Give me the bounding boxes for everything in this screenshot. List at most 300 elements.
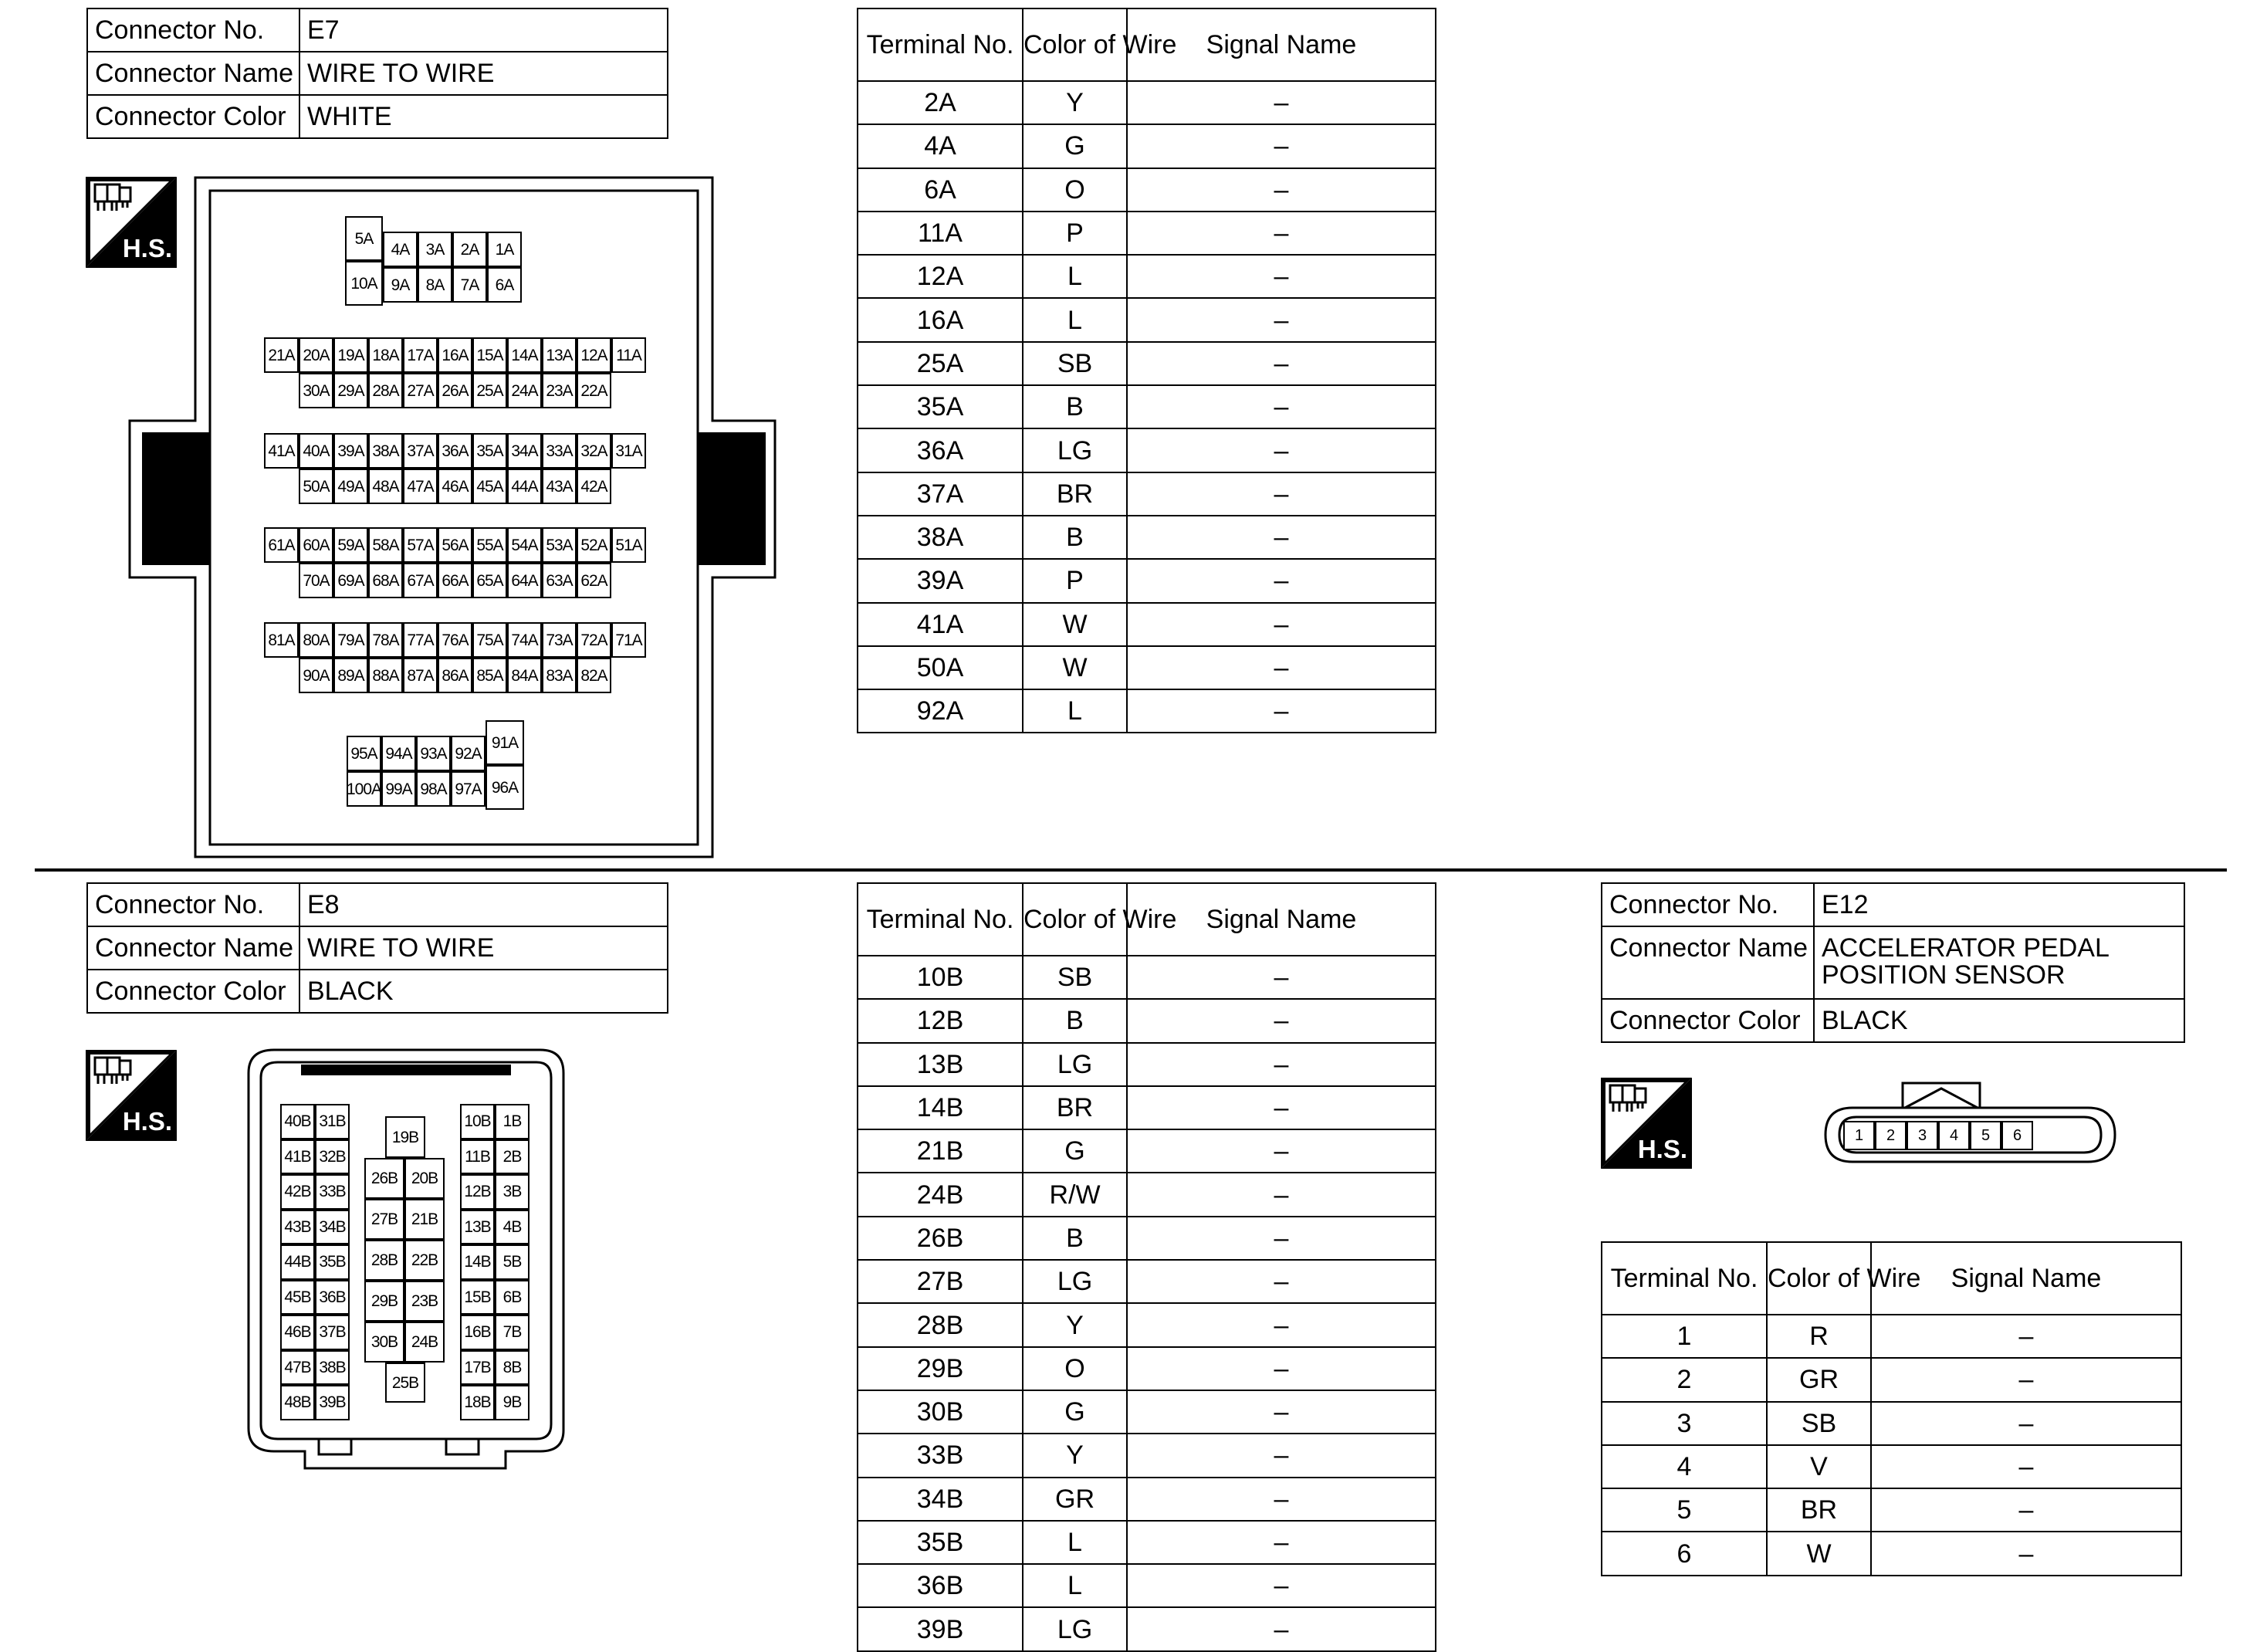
pin-cell: 35B — [315, 1244, 350, 1280]
signal-name-cell: – — [1127, 124, 1436, 168]
signal-name-header: Signal Name — [1127, 883, 1436, 956]
harness-side-label: H.S. — [122, 234, 172, 262]
terminal-no-cell: 14B — [858, 1086, 1023, 1129]
pin-cell: 31A — [611, 433, 646, 469]
pin-cell: 39B — [315, 1385, 350, 1420]
terminal-no-cell: 4A — [858, 124, 1023, 168]
wire-color-cell: Y — [1023, 81, 1127, 124]
pin-cell: 46A — [438, 469, 472, 504]
pin-cell: 19B — [385, 1116, 425, 1158]
pin-cell: 76A — [438, 622, 472, 658]
signal-name-cell: – — [1127, 1303, 1436, 1346]
pin-cell: 32B — [315, 1139, 350, 1175]
wire-color-header: Color of Wire — [1023, 8, 1127, 81]
terminal-row — [858, 81, 1436, 124]
wire-color-cell: LG — [1023, 1607, 1127, 1650]
harness-side-icon — [86, 177, 177, 268]
terminal-row — [858, 1303, 1436, 1346]
pin-cell: 15A — [472, 337, 507, 373]
pin-cell: 58A — [368, 527, 403, 563]
pin-cell: 91A — [486, 720, 524, 765]
harness-side-icon — [1601, 1078, 1692, 1169]
pin-cell: 5B — [495, 1244, 530, 1280]
pin-cell: 7B — [495, 1315, 530, 1350]
signal-name-cell: – — [1127, 956, 1436, 999]
wire-color-cell: P — [1023, 559, 1127, 602]
pin-cell: 82A — [577, 658, 611, 693]
pin-cell: 28A — [368, 373, 403, 408]
terminal-row — [858, 168, 1436, 212]
pin-cell: 24B — [404, 1322, 445, 1363]
pin-cell: 21B — [404, 1199, 445, 1240]
pin-cell: 26A — [438, 373, 472, 408]
signal-name-cell: – — [1127, 428, 1436, 472]
pin-cell: 56A — [438, 527, 472, 563]
terminal-no-cell: 6 — [1602, 1532, 1767, 1575]
pin-cell: 31B — [315, 1104, 350, 1139]
pin-cell: 55A — [472, 527, 507, 563]
terminal-no-cell: 1 — [1602, 1315, 1767, 1358]
pin-cell: 17A — [403, 337, 438, 373]
pin-cell: 24A — [507, 373, 542, 408]
pin-cell: 38A — [368, 433, 403, 469]
terminal-row — [858, 1521, 1436, 1564]
wire-color-cell: O — [1023, 168, 1127, 212]
wire-color-cell: L — [1023, 298, 1127, 341]
pin-cell: 51A — [611, 527, 646, 563]
wire-color-cell: BR — [1767, 1488, 1871, 1532]
terminal-no-cell: 16A — [858, 298, 1023, 341]
terminal-no-header: Terminal No. — [858, 8, 1023, 81]
signal-name-cell: – — [1127, 516, 1436, 559]
pin-cell: 44B — [280, 1244, 315, 1280]
wire-color-cell: B — [1023, 385, 1127, 428]
pin-cell: 93A — [416, 736, 451, 771]
terminal-no-cell: 27B — [858, 1260, 1023, 1303]
e12-info-table — [1601, 882, 2185, 1043]
terminal-no-cell: 26B — [858, 1217, 1023, 1260]
connector-color-value: WHITE — [299, 95, 668, 138]
pin-cell: 37B — [315, 1315, 350, 1350]
pin-cell: 20B — [404, 1158, 445, 1199]
pin-cell: 4A — [383, 232, 418, 267]
terminal-row — [858, 255, 1436, 298]
connector-name-label: Connector Name — [87, 52, 299, 95]
wire-color-cell: SB — [1023, 956, 1127, 999]
pin-cell: 17B — [460, 1350, 495, 1386]
pin-cell: 16A — [438, 337, 472, 373]
terminal-no-cell: 28B — [858, 1303, 1023, 1346]
terminal-row — [858, 516, 1436, 559]
terminal-row — [858, 1564, 1436, 1607]
e12-terminal-table — [1601, 1241, 2182, 1576]
terminal-row — [858, 559, 1436, 602]
pin-cell: 57A — [403, 527, 438, 563]
pin-cell: 25B — [385, 1363, 425, 1403]
signal-name-cell: – — [1127, 168, 1436, 212]
pin-cell: 28B — [364, 1240, 404, 1281]
pin-cell: 18B — [460, 1385, 495, 1420]
pin-cell: 25A — [472, 373, 507, 408]
connector-name-label: Connector Name — [1602, 926, 1814, 999]
signal-name-cell: – — [1127, 81, 1436, 124]
wire-color-cell: L — [1023, 689, 1127, 733]
pin-cell: 27B — [364, 1199, 404, 1240]
terminal-no-cell: 6A — [858, 168, 1023, 212]
pin-cell: 4 — [1938, 1121, 1970, 1150]
pin-cell: 32A — [577, 433, 611, 469]
signal-name-cell: – — [1127, 1521, 1436, 1564]
connector-color-label: Connector Color — [1602, 999, 1814, 1042]
terminal-no-cell: 25A — [858, 342, 1023, 385]
pin-cell: 78A — [368, 622, 403, 658]
pin-cell: 83A — [542, 658, 577, 693]
terminal-row — [858, 212, 1436, 255]
signal-name-cell: – — [1127, 212, 1436, 255]
terminal-row — [858, 385, 1436, 428]
terminal-no-header: Terminal No. — [858, 883, 1023, 956]
signal-name-header: Signal Name — [1871, 1242, 2181, 1315]
terminal-no-cell: 38A — [858, 516, 1023, 559]
terminal-row — [858, 1434, 1436, 1477]
terminal-row — [858, 428, 1436, 472]
pin-cell: 30B — [364, 1322, 404, 1363]
terminal-no-cell: 37A — [858, 472, 1023, 516]
pin-cell: 43A — [542, 469, 577, 504]
pin-cell: 40B — [280, 1104, 315, 1139]
pin-cell: 87A — [403, 658, 438, 693]
pin-cell: 85A — [472, 658, 507, 693]
pin-cell: 7A — [452, 267, 487, 303]
terminal-row — [858, 1390, 1436, 1434]
pin-cell: 23A — [542, 373, 577, 408]
signal-name-cell: – — [1127, 255, 1436, 298]
pin-cell: 66A — [438, 563, 472, 598]
pin-cell: 52A — [577, 527, 611, 563]
pin-cell: 22A — [577, 373, 611, 408]
pin-cell: 15B — [460, 1280, 495, 1315]
wire-color-cell: G — [1023, 1390, 1127, 1434]
connector-no-label: Connector No. — [87, 883, 299, 926]
terminal-row — [858, 124, 1436, 168]
terminal-no-cell: 4 — [1602, 1445, 1767, 1488]
pin-cell: 13A — [542, 337, 577, 373]
wire-color-cell: B — [1023, 1217, 1127, 1260]
pin-cell: 20A — [299, 337, 333, 373]
wire-color-cell: R/W — [1023, 1173, 1127, 1216]
terminal-no-cell: 92A — [858, 689, 1023, 733]
pin-cell: 90A — [299, 658, 333, 693]
wire-color-cell: G — [1023, 1129, 1127, 1173]
signal-name-cell: – — [1127, 1564, 1436, 1607]
pin-cell: 94A — [381, 736, 416, 771]
pin-cell: 42A — [577, 469, 611, 504]
terminal-row — [858, 1260, 1436, 1303]
terminal-no-cell: 12B — [858, 999, 1023, 1042]
terminal-row — [858, 1347, 1436, 1390]
terminal-row — [858, 1607, 1436, 1650]
pin-cell: 27A — [403, 373, 438, 408]
pin-cell: 74A — [507, 622, 542, 658]
signal-name-cell: – — [1127, 385, 1436, 428]
terminal-no-cell: 50A — [858, 646, 1023, 689]
pin-cell: 88A — [368, 658, 403, 693]
pin-cell: 98A — [416, 771, 451, 807]
signal-name-cell: – — [1127, 689, 1436, 733]
terminal-no-cell: 36B — [858, 1564, 1023, 1607]
pin-cell: 29A — [333, 373, 368, 408]
pin-cell: 8B — [495, 1350, 530, 1386]
terminal-row — [1602, 1488, 2181, 1532]
terminal-no-cell: 41A — [858, 603, 1023, 646]
signal-name-cell: – — [1871, 1488, 2181, 1532]
wire-color-cell: GR — [1767, 1358, 1871, 1401]
signal-name-cell: – — [1127, 646, 1436, 689]
signal-name-cell: – — [1127, 1478, 1436, 1521]
terminal-no-cell: 29B — [858, 1347, 1023, 1390]
e8-info-table — [86, 882, 668, 1014]
signal-name-cell: – — [1127, 1086, 1436, 1129]
wire-color-cell: BR — [1023, 1086, 1127, 1129]
harness-side-label: H.S. — [1637, 1135, 1687, 1163]
wire-color-cell: V — [1767, 1445, 1871, 1488]
connector-name-label: Connector Name — [87, 926, 299, 970]
terminal-no-cell: 2 — [1602, 1358, 1767, 1401]
pin-cell: 92A — [451, 736, 486, 771]
signal-name-cell: – — [1127, 603, 1436, 646]
terminal-row — [858, 956, 1436, 999]
pin-cell: 9B — [495, 1385, 530, 1420]
pin-cell: 72A — [577, 622, 611, 658]
terminal-row — [858, 342, 1436, 385]
connector-color-label: Connector Color — [87, 95, 299, 138]
pin-cell: 99A — [381, 771, 416, 807]
signal-name-cell: – — [1127, 298, 1436, 341]
pin-cell: 11B — [460, 1139, 495, 1175]
terminal-no-cell: 33B — [858, 1434, 1023, 1477]
signal-name-cell: – — [1127, 1129, 1436, 1173]
signal-name-cell: – — [1127, 1173, 1436, 1216]
pin-cell: 43B — [280, 1210, 315, 1245]
signal-name-cell: – — [1871, 1358, 2181, 1401]
pin-cell: 33B — [315, 1174, 350, 1210]
pin-cell: 96A — [486, 765, 524, 810]
signal-name-cell: – — [1127, 1260, 1436, 1303]
terminal-row — [858, 999, 1436, 1042]
pin-cell: 84A — [507, 658, 542, 693]
pin-cell: 73A — [542, 622, 577, 658]
pin-cell: 68A — [368, 563, 403, 598]
pin-cell: 42B — [280, 1174, 315, 1210]
pin-cell: 8A — [418, 267, 452, 303]
pin-cell: 12A — [577, 337, 611, 373]
wire-color-cell: O — [1023, 1347, 1127, 1390]
pin-cell: 21A — [264, 337, 299, 373]
connector-no-label: Connector No. — [1602, 883, 1814, 926]
wire-color-cell: P — [1023, 212, 1127, 255]
signal-name-cell: – — [1127, 559, 1436, 602]
terminal-no-cell: 36A — [858, 428, 1023, 472]
connector-name-value: ACCELERATOR PEDAL POSITION SENSOR — [1814, 926, 2184, 999]
pin-cell: 11A — [611, 337, 646, 373]
pin-cell: 5 — [1970, 1121, 2001, 1150]
pin-cell: 26B — [364, 1158, 404, 1199]
pin-cell: 69A — [333, 563, 368, 598]
wire-color-cell: L — [1023, 255, 1127, 298]
wire-color-header: Color of Wire — [1767, 1242, 1871, 1315]
pin-cell: 86A — [438, 658, 472, 693]
pin-cell: 44A — [507, 469, 542, 504]
wire-color-cell: L — [1023, 1521, 1127, 1564]
pin-cell: 6A — [487, 267, 522, 303]
terminal-no-cell: 35B — [858, 1521, 1023, 1564]
terminal-no-header: Terminal No. — [1602, 1242, 1767, 1315]
pin-cell: 71A — [611, 622, 646, 658]
signal-name-cell: – — [1871, 1315, 2181, 1358]
pin-cell: 23B — [404, 1281, 445, 1322]
pin-cell: 50A — [299, 469, 333, 504]
wire-color-cell: LG — [1023, 1043, 1127, 1086]
wire-color-header: Color of Wire — [1023, 883, 1127, 956]
pin-cell: 9A — [383, 267, 418, 303]
pin-cell: 10B — [460, 1104, 495, 1139]
pin-cell: 5A — [345, 216, 383, 261]
pin-cell: 54A — [507, 527, 542, 563]
pin-cell: 40A — [299, 433, 333, 469]
terminal-row — [858, 1043, 1436, 1086]
pin-cell: 64A — [507, 563, 542, 598]
signal-name-cell: – — [1127, 472, 1436, 516]
terminal-row — [1602, 1445, 2181, 1488]
terminal-no-cell: 12A — [858, 255, 1023, 298]
pin-cell: 36B — [315, 1280, 350, 1315]
terminal-no-cell: 30B — [858, 1390, 1023, 1434]
signal-name-cell: – — [1871, 1445, 2181, 1488]
signal-name-cell: – — [1127, 999, 1436, 1042]
pin-cell: 97A — [451, 771, 486, 807]
harness-side-label: H.S. — [122, 1107, 172, 1136]
terminal-row — [858, 1129, 1436, 1173]
pin-cell: 75A — [472, 622, 507, 658]
terminal-row — [858, 1217, 1436, 1260]
wire-color-cell: G — [1023, 124, 1127, 168]
signal-name-header: Signal Name — [1127, 8, 1436, 81]
pin-cell: 1A — [487, 232, 522, 267]
signal-name-cell: – — [1127, 1607, 1436, 1650]
pin-cell: 53A — [542, 527, 577, 563]
terminal-row — [858, 298, 1436, 341]
pin-cell: 33A — [542, 433, 577, 469]
pin-cell: 3A — [418, 232, 452, 267]
wire-color-cell: LG — [1023, 428, 1127, 472]
section-divider — [35, 868, 2227, 872]
signal-name-cell: – — [1871, 1402, 2181, 1445]
wire-color-cell: Y — [1023, 1303, 1127, 1346]
wire-color-cell: Y — [1023, 1434, 1127, 1477]
signal-name-cell: – — [1871, 1532, 2181, 1575]
pin-cell: 14A — [507, 337, 542, 373]
wire-color-cell: SB — [1767, 1402, 1871, 1445]
pin-cell: 46B — [280, 1315, 315, 1350]
pin-cell: 39A — [333, 433, 368, 469]
signal-name-cell: – — [1127, 1390, 1436, 1434]
connector-name-value: WIRE TO WIRE — [299, 52, 668, 95]
pin-cell: 29B — [364, 1281, 404, 1322]
pin-cell: 95A — [347, 736, 381, 771]
terminal-row — [858, 472, 1436, 516]
connector-color-value: BLACK — [299, 970, 668, 1013]
pin-cell: 41A — [264, 433, 299, 469]
pin-cell: 41B — [280, 1139, 315, 1175]
terminal-no-cell: 35A — [858, 385, 1023, 428]
terminal-row — [858, 1173, 1436, 1216]
wire-color-cell: R — [1767, 1315, 1871, 1358]
terminal-row — [858, 1478, 1436, 1521]
pin-cell: 67A — [403, 563, 438, 598]
pin-cell: 49A — [333, 469, 368, 504]
terminal-no-cell: 21B — [858, 1129, 1023, 1173]
pin-cell: 1 — [1843, 1121, 1875, 1150]
signal-name-cell: – — [1127, 1434, 1436, 1477]
pin-cell: 13B — [460, 1210, 495, 1245]
pin-cell: 3 — [1907, 1121, 1938, 1150]
e8-terminal-table — [857, 882, 1436, 1652]
terminal-no-cell: 2A — [858, 81, 1023, 124]
pin-cell: 16B — [460, 1315, 495, 1350]
terminal-row — [858, 689, 1436, 733]
pin-cell: 6 — [2001, 1121, 2033, 1150]
wire-color-cell: W — [1767, 1532, 1871, 1575]
connector-color-value: BLACK — [1814, 999, 2184, 1042]
pin-cell: 19A — [333, 337, 368, 373]
wire-color-cell: B — [1023, 516, 1127, 559]
signal-name-cell: – — [1127, 1043, 1436, 1086]
pin-cell: 61A — [264, 527, 299, 563]
wire-color-cell: B — [1023, 999, 1127, 1042]
pin-cell: 62A — [577, 563, 611, 598]
pin-cell: 70A — [299, 563, 333, 598]
connector-no-value: E7 — [299, 8, 668, 52]
e7-terminal-table — [857, 8, 1436, 733]
terminal-row — [1602, 1358, 2181, 1401]
terminal-no-cell: 13B — [858, 1043, 1023, 1086]
pin-cell: 60A — [299, 527, 333, 563]
terminal-row — [1602, 1315, 2181, 1358]
wire-color-cell: BR — [1023, 472, 1127, 516]
terminal-row — [858, 603, 1436, 646]
pin-cell: 10A — [345, 261, 383, 306]
pin-cell: 47A — [403, 469, 438, 504]
pin-cell: 30A — [299, 373, 333, 408]
pin-cell: 14B — [460, 1244, 495, 1280]
pin-cell: 48B — [280, 1385, 315, 1420]
pin-cell: 2 — [1875, 1121, 1907, 1150]
pin-cell: 12B — [460, 1174, 495, 1210]
pin-cell: 77A — [403, 622, 438, 658]
pin-cell: 36A — [438, 433, 472, 469]
signal-name-cell: – — [1127, 1217, 1436, 1260]
pin-cell: 89A — [333, 658, 368, 693]
pin-cell: 63A — [542, 563, 577, 598]
signal-name-cell: – — [1127, 342, 1436, 385]
pin-cell: 2B — [495, 1139, 530, 1175]
terminal-no-cell: 24B — [858, 1173, 1023, 1216]
e7-info-table — [86, 8, 668, 139]
connector-no-label: Connector No. — [87, 8, 299, 52]
terminal-row — [1602, 1402, 2181, 1445]
pin-cell: 6B — [495, 1280, 530, 1315]
pin-cell: 2A — [452, 232, 487, 267]
